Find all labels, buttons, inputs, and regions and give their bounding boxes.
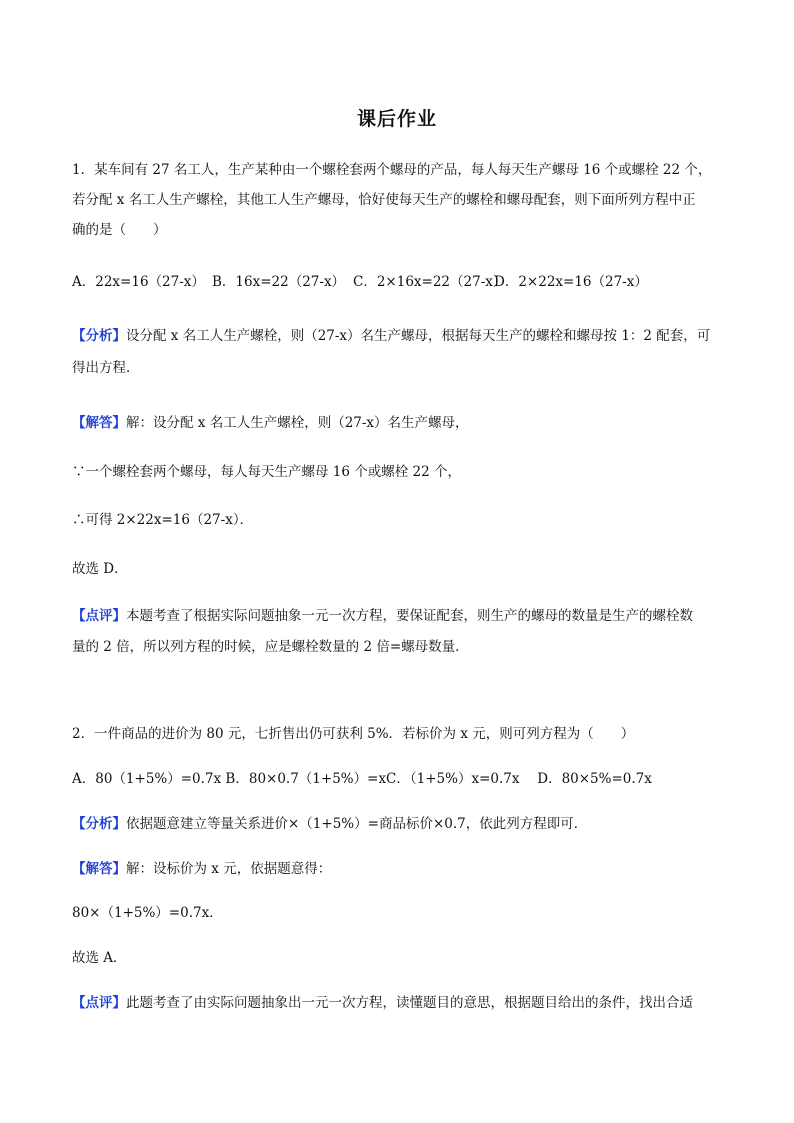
q1-answer-tag: 【解答】 <box>72 415 126 431</box>
q2-stem: 2．一件商品的进价为 80 元，七折售出仍可获利 5%．若标价为 x 元，则可列方程为（ ） <box>72 726 635 742</box>
q1-option-d: D．2×22x=16（27-x） <box>494 274 648 290</box>
q1-options <box>72 272 728 292</box>
q1-answer-text-1: 解：设分配 x 名工人生产螺栓，则（27-x）名生产螺母， <box>126 415 469 431</box>
q1-analysis-line-2: 得出方程． <box>72 360 140 376</box>
q2-answer-line-2: 80×（1+5%）=0.7x． <box>72 905 223 921</box>
q2-answer-line-1 <box>72 859 728 879</box>
q1-stem-line-2: 若分配 x 名工人生产螺栓，其他工人生产螺母，恰好使每天生产的螺栓和螺母配套，则下面所列方程中正 <box>72 192 696 208</box>
page-title: 课后作业 <box>356 108 437 130</box>
q2-comment-tag: 【点评】 <box>72 995 126 1011</box>
q1-option-c: C．2×16x=22（27-x） <box>353 274 507 290</box>
q1-analysis-tag: 【分析】 <box>72 328 126 344</box>
q1-answer-line-2: ∵一个螺栓套两个螺母，每人每天生产螺母 16 个或螺栓 22 个， <box>72 464 462 480</box>
q2-answer-line-3: 故选 A． <box>72 950 127 966</box>
q2-answer-tag: 【解答】 <box>72 861 126 877</box>
q1-comment-line-1 <box>72 606 728 626</box>
q2-comment-text: 此题考查了由实际问题抽象出一元一次方程，读懂题目的意思，根据题目给出的条件，找出合适 <box>126 995 693 1011</box>
q2-analysis-line <box>72 814 728 834</box>
q2-comment-line <box>72 993 728 1013</box>
q1-stem-line-3: 确的是（ ） <box>72 222 167 238</box>
q2-answer-text-1: 解：设标价为 x 元，依据题意得： <box>126 861 332 877</box>
q1-option-b: B．16x=22（27-x） <box>212 274 346 290</box>
q1-analysis-text-1: 设分配 x 名工人生产螺栓，则（27-x）名生产螺母，根据每天生产的螺栓和螺母按 1：2 配套，可 <box>126 328 711 344</box>
q1-comment-line-2: 量的 2 倍，所以列方程的时候，应是螺栓数量的 2 倍=螺母数量． <box>72 639 469 655</box>
q1-comment-tag: 【点评】 <box>72 608 126 624</box>
q2-analysis-tag: 【分析】 <box>72 816 126 832</box>
q1-answer-line-3: ∴可得 2×22x=16（27-x）． <box>72 512 254 528</box>
q1-option-a: A．22x=16（27-x） <box>72 274 205 290</box>
q1-comment-text-1: 本题考查了根据实际问题抽象一元一次方程，要保证配套，则生产的螺母的数量是生产的螺栓数 <box>126 608 693 624</box>
q2-options: A．80（1+5%）=0.7x B．80×0.7（1+5%）=xC．（1+5%）x=0.7x D．80×5%=0.7x <box>72 771 652 787</box>
q1-analysis-line-1 <box>72 326 728 346</box>
q1-stem-line-1: 1．某车间有 27 名工人，生产某种由一个螺栓套两个螺母的产品，每人每天生产螺母 16 个或螺栓 22 个， <box>72 162 712 178</box>
q1-answer-line-1 <box>72 413 728 433</box>
q1-answer-line-4: 故选 D． <box>72 561 128 577</box>
q2-analysis-text: 依据题意建立等量关系进价×（1+5%）=商品标价×0.7，依此列方程即可． <box>126 816 588 832</box>
